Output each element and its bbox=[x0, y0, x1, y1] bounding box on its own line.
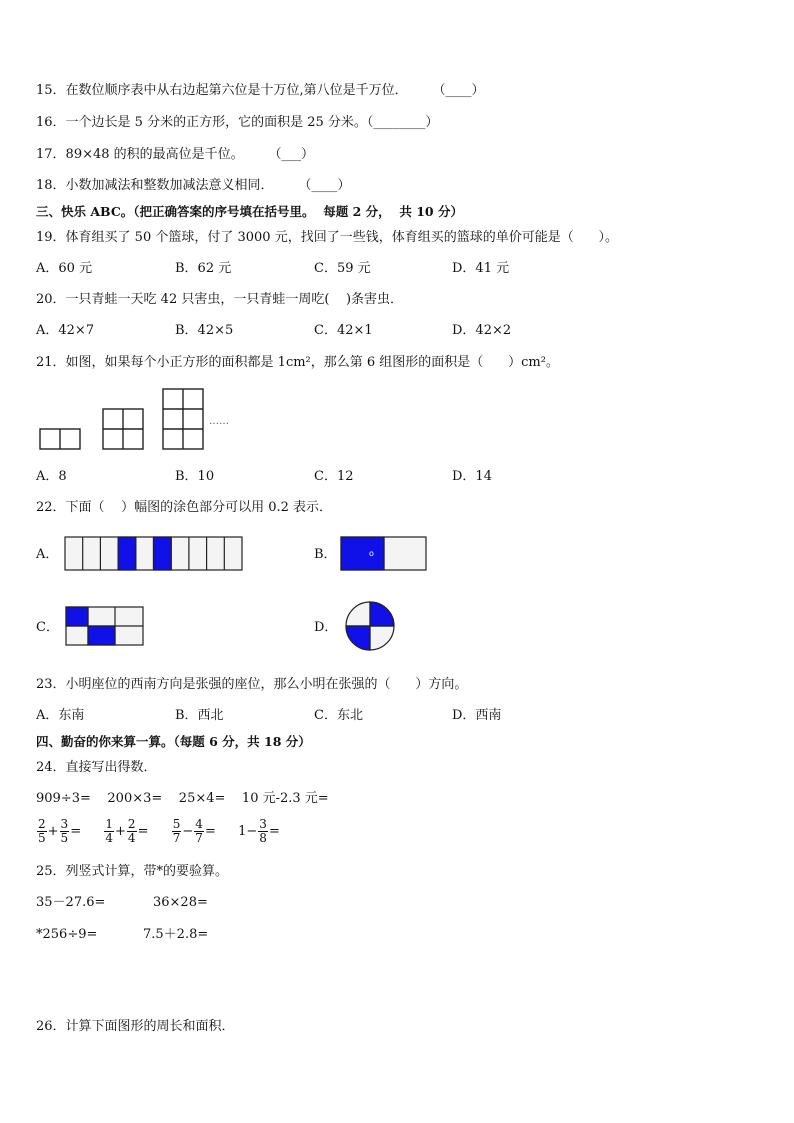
q23-option-b[interactable]: B．西北 bbox=[175, 708, 224, 723]
section-3-heading: 三、快乐 ABC。（把正确答案的序号填在括号里。 每题 2 分， 共 10 分） bbox=[36, 204, 463, 219]
section-4-heading: 四、勤奋的你来算一算。（每题 6 分，共 18 分） bbox=[36, 734, 311, 749]
q24-row-2: $\frac{2}{5}$ + $\frac{3}{5}$ = $\frac{1}{4}$ + $\frac{2}{4}$ = $\frac{5}{7}$ − $\frac{4}{7}$ = 1− $\frac{3}{8}$ = bbox=[38, 817, 280, 845]
question-16: 16．一个边长是 5 分米的正方形，它的面积是 25 分米。（________） bbox=[36, 115, 439, 130]
fraction: $\frac{5}{7}$ bbox=[172, 817, 181, 845]
question-23: 23．小明座位的西南方向是张强的座位，那么小明在张强的（ ）方向。 bbox=[36, 677, 468, 692]
question-21: 21．如图，如果每个小正方形的面积都是 1cm²，那么第 6 组图形的面积是（ ）cm²。 bbox=[36, 355, 559, 370]
q21-option-a[interactable]: A．8 bbox=[36, 469, 67, 484]
q19-option-a[interactable]: A．60 元 bbox=[36, 261, 93, 276]
fraction: $\frac{1}{4}$ bbox=[105, 817, 114, 845]
q22-figure-b bbox=[341, 537, 426, 570]
q23-option-a[interactable]: A．东南 bbox=[36, 708, 85, 723]
fraction: $\frac{2}{5}$ bbox=[38, 817, 46, 845]
q21-ellipsis: …… bbox=[209, 416, 229, 427]
q22-label-d[interactable]: D． bbox=[314, 620, 338, 635]
q25-expr-1: 35－27.6= bbox=[36, 895, 106, 910]
fraction: $\frac{3}{8}$ bbox=[259, 817, 267, 845]
fraction: $\frac{2}{4}$ bbox=[127, 817, 136, 845]
question-22: 22．下面（ ）幅图的涂色部分可以用 0.2 表示． bbox=[36, 500, 333, 515]
q24-row-1: 909÷3= 200×3= 25×4= 10 元-2.3 元= bbox=[36, 791, 329, 806]
fraction: $\frac{3}{5}$ bbox=[60, 817, 69, 845]
q19-option-c[interactable]: C．59 元 bbox=[314, 261, 371, 276]
question-26: 26．计算下面图形的周长和面积． bbox=[36, 1019, 235, 1034]
q20-option-b[interactable]: B．42×5 bbox=[175, 323, 234, 338]
q25-expr-4: 7.5＋2.8= bbox=[143, 927, 209, 942]
q21-option-b[interactable]: B．10 bbox=[175, 469, 215, 484]
q19-option-b[interactable]: B．62 元 bbox=[175, 261, 232, 276]
question-15: 15．在数位顺序表中从右边起第六位是十万位,第八位是千万位． （____） bbox=[36, 83, 485, 98]
q23-option-d[interactable]: D．西南 bbox=[452, 708, 502, 723]
q25-expr-2: 36×28= bbox=[153, 895, 208, 910]
q22-label-b[interactable]: B． bbox=[314, 547, 337, 562]
question-20: 20．一只青蛙一天吃 42 只害虫，一只青蛙一周吃( )条害虫． bbox=[36, 292, 404, 307]
q19-option-d[interactable]: D．41 元 bbox=[452, 261, 510, 276]
q20-option-a[interactable]: A．42×7 bbox=[36, 323, 95, 338]
fraction: $\frac{4}{7}$ bbox=[195, 817, 203, 845]
q21-option-c[interactable]: C．12 bbox=[314, 469, 354, 484]
q22-figure-c bbox=[66, 607, 143, 645]
q20-option-c[interactable]: C．42×1 bbox=[314, 323, 373, 338]
question-25: 25．列竖式计算，带*的要验算。 bbox=[36, 864, 229, 879]
question-18: 18．小数加减法和整数加减法意义相同． （____） bbox=[36, 178, 351, 193]
q25-expr-3: *256÷9= bbox=[36, 927, 98, 942]
question-19: 19．体育组买了 50 个篮球，付了 3000 元，找回了一些钱，体育组买的篮球的单价可能是（ ）。 bbox=[36, 230, 618, 245]
q22-label-a[interactable]: A． bbox=[36, 547, 59, 562]
q21-option-d[interactable]: D．14 bbox=[452, 469, 492, 484]
q22-label-c[interactable]: C． bbox=[36, 620, 59, 635]
question-17: 17．89×48 的积的最高位是千位。 （___） bbox=[36, 147, 314, 162]
q22-figure-d bbox=[346, 602, 394, 650]
q22-figure-a bbox=[65, 537, 242, 570]
q22-figure-b-mark: o bbox=[369, 549, 374, 558]
q20-option-d[interactable]: D．42×2 bbox=[452, 323, 512, 338]
question-24: 24．直接写出得数． bbox=[36, 760, 157, 775]
q23-option-c[interactable]: C．东北 bbox=[314, 708, 363, 723]
